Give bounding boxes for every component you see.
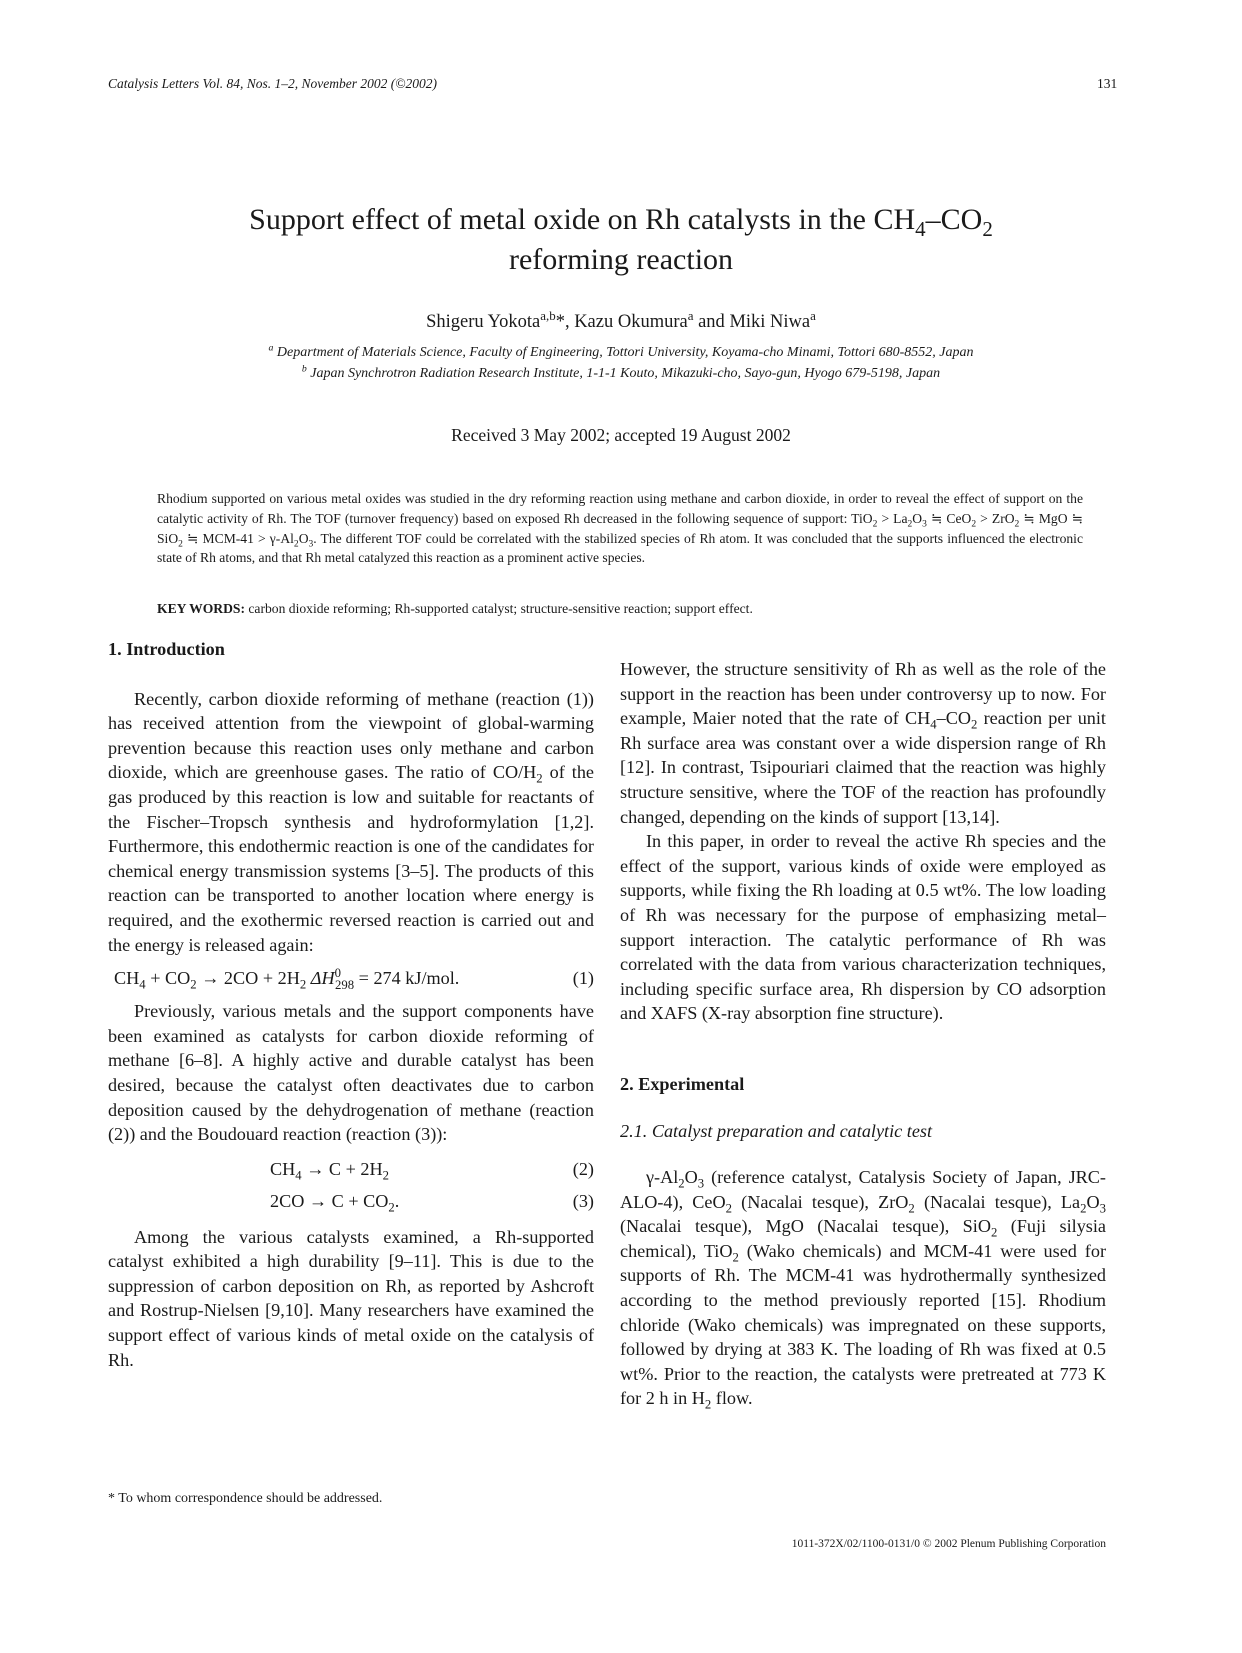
equation-1 [108,966,594,992]
eq-text: → C + 2H [301,1158,383,1179]
sub: 4 [930,717,937,732]
sub: 2 [704,1398,712,1413]
para-text: γ-Al [646,1167,679,1188]
abstract-text: > La [877,510,908,526]
section-heading-introduction: 1. Introduction [108,639,225,659]
abstract [157,489,1083,568]
received-dates: Received 3 May 2002; accepted 19 August 2002 [451,425,791,445]
keywords [157,601,1083,617]
sub: 2 [971,717,978,732]
equation-number: (1) [572,968,594,989]
abstract-text: O [298,530,309,546]
sub: 2 [908,1201,915,1216]
eq-text: CH [114,968,140,989]
title-text: reforming reaction [508,243,734,276]
affil-text: Department of Materials Science, Faculty of Engineering, Tottori University, Koyama-cho Minami, Tottori 680-8552, Japan [273,345,974,360]
page-number: 131 [1097,76,1118,91]
para-text: (Wako chemicals) and MCM-41 were used for supports of Rh. The MCM-41 was hydrothermally synthesized according to the method previously reported [15]. Rhodium chloride (Wako chemicals) was impregnated on these supports, followed by drying at 383 K. The loading of Rh was fixed at 0.5 wt%. Prior to the reaction, the catalysts were pretreated at 773 K for 2 h in H [620,1240,1106,1409]
sub: 2 [293,539,299,550]
author-affil-mark: a [687,307,694,323]
para-text: (Nacalai tesque), La [914,1191,1081,1212]
sub: 2 [388,1200,395,1215]
sub: 2 [1014,519,1020,530]
para-text: O [1086,1191,1100,1212]
author-sep: and [693,312,730,332]
para-text: Recently, carbon dioxide reforming of methane (reaction (1)) has received attention from the viewpoint of global-warming prevention because this reaction uses only methane and carbon dioxide, which are greenhouse gases. The ratio of CO/H [108,688,594,783]
sub: 2 [907,519,913,530]
paragraph [620,657,1106,829]
abstract-text: . The different TOF could be correlated with the stabilized species of Rh atom. It was concluded that the supports influenced the electronic state of Rh atoms, and that Rh metal catalyzed this reaction as a prominent active species. [157,530,1083,566]
para-text: reaction per unit Rh surface area was constant over a wide dispersion range of Rh [12]. In contrast, Tsipouriari claimed that the reaction was highly structure sensitive, where the TOF of the reaction has profoundly changed, depending on the kinds of support [13,14]. [620,708,1106,827]
eq-text: 2CO → C + CO [270,1190,389,1211]
sub: 4 [295,1168,302,1183]
sub: 2 [971,519,977,530]
para-text: (Nacalai tesque), ZrO [732,1191,909,1212]
para-text: (Nacalai tesque), MgO (Nacalai tesque), SiO [620,1216,991,1237]
title-text: Support effect of metal oxide on Rh catalysts in the CH [249,203,916,236]
equation-number: (2) [572,1158,594,1179]
section-heading-experimental: 2. Experimental [620,1073,745,1094]
sub: 2 [382,1168,390,1183]
copyright-line: 1011-372X/02/1100-0131/0 © 2002 Plenum Publishing Corporation [791,1538,1106,1550]
sub: 2 [190,977,197,992]
sub: 2 [725,1201,732,1216]
para-text: flow. [711,1388,753,1409]
abstract-text: Rhodium supported on various metal oxides was studied in the dry reforming reaction using methane and carbon dioxide, in order to reveal the effect of support on the catalytic activity of Rh. The TOF (turnover frequency) based on exposed Rh decreased in the following sequence of support: TiO [157,491,1083,526]
eq-text: ΔH [306,968,335,989]
author-sep: *, [555,312,575,332]
author-affil-mark: a [810,307,816,323]
title-text: –CO [925,203,983,236]
sub: 3 [922,519,927,530]
eq-text: . [394,1190,400,1211]
author-name: Miki Niwa [729,312,811,332]
subsection-heading: 2.1. Catalyst preparation and catalytic test [620,1120,933,1141]
abstract-text: O [912,510,923,526]
abstract-text: ≒ CeO [926,510,972,526]
eq-text: + CO [145,968,191,989]
eq-text: CH [270,1158,296,1179]
abstract-text: ≒ MCM-41 > γ-Al [182,530,294,546]
title-sub: 4 [915,217,926,241]
sup: 0 [334,966,341,981]
sub: 2 [872,519,878,530]
footnote: * To whom correspondence should be addressed. [108,1491,383,1506]
paragraph: Among the various catalysts examined, a Rh-supported catalyst exhibited a high durability [9–11]. This is due to the suppression of carbon deposition on Rh, as reported by Ashcroft and Rostrup-Nielsen [9,10]. Many researchers have examined the support effect of various kinds of metal oxide on the catalysis of Rh. [108,1226,594,1370]
para-text: (Fuji silysia chemical), TiO [620,1216,1106,1261]
sub: 2 [678,1176,685,1191]
equation-2 [108,1157,594,1181]
eq-text: = 274 kJ/mol. [354,968,460,989]
paragraph: In this paper, in order to reveal the active Rh species and the effect of the support, various kinds of oxide were employed as supports, while fixing the Rh loading at 0.5 wt%. The low loading of Rh was necessary for the purpose of emphasizing metal–support interaction. The catalytic performance of Rh was correlated with the data from various characterization techniques, including specific surface area, Rh dispersion by CO adsorption and XAFS (X-ray absorption fine structure). [620,831,1106,1024]
sub: 298 [334,977,355,992]
affil-mark: b [301,363,307,375]
sub: 2 [732,1250,739,1265]
affil-text: Japan Synchrotron Radiation Research Institute, 1-1-1 Kouto, Mikazuki-cho, Sayo-gun, Hyogo 679-5198, Japan [306,366,941,381]
sub: 2 [178,539,183,550]
author-list [100,307,1142,333]
affiliation-a [100,342,1142,361]
sub: 2 [1080,1201,1087,1216]
eq-text: → 2CO + 2H [196,968,300,989]
sub: 2 [299,977,307,992]
affiliation-b [100,363,1142,382]
sub: 2 [990,1225,998,1240]
sub: 3 [697,1176,705,1191]
affil-mark: a [268,342,274,354]
para-text: However, the structure sensitivity of Rh as well as the role of the support in the reaction has been under controversy up to now. For example, Maier noted that the rate of CH [620,659,1106,729]
paragraph [620,1165,1106,1411]
abstract-text: ≒ MgO ≒ SiO [157,510,1083,546]
paper-title [100,200,1142,280]
paragraph: Previously, various metals and the support components have been examined as catalysts for carbon dioxide reforming of methane [6–8]. A highly active and durable catalyst has been desired, because the catalyst often deactivates due to carbon deposition caused by the dehydrogenation of methane (reaction (2)) and the Boudouard reaction (reaction (3)): [108,1001,594,1145]
running-head: Catalysis Letters Vol. 84, Nos. 1–2, November 2002 (©2002) [108,76,437,91]
abstract-text: > ZrO [976,510,1015,526]
sub: 3 [308,539,314,550]
para-text: O [684,1167,698,1188]
sub: 3 [1099,1201,1106,1216]
author-name: Kazu Okumura [574,312,688,332]
paragraph [108,687,594,958]
sub: 4 [139,977,146,992]
author-affil-mark: a,b [540,307,556,323]
equation-number: (3) [572,1190,594,1211]
para-text: –CO [936,708,972,729]
sub: 2 [536,772,543,787]
para-text: of the gas produced by this reaction is low and suitable for reactants of the Fischer–Tropsch synthesis and hydroformylation [1,2]. Furthermore, this endothermic reaction is one of the candidates for chemical energy transmission systems [3–5]. The products of this reaction can be transported to another location where energy is required, and the exothermic reversed reaction is carried out and the energy is released again: [108,762,594,955]
title-sub: 2 [982,217,993,241]
right-column [620,657,1106,1411]
keywords-text: carbon dioxide reforming; Rh-supported catalyst; structure-sensitive reaction; support effect. [245,601,753,616]
equation-3 [108,1189,594,1213]
para-text: (reference catalyst, Catalysis Society of Japan, JRC-ALO-4), CeO [620,1167,1106,1212]
keywords-label: KEY WORDS: [157,601,245,616]
author-name: Shigeru Yokota [426,312,541,332]
left-column [108,637,594,1372]
